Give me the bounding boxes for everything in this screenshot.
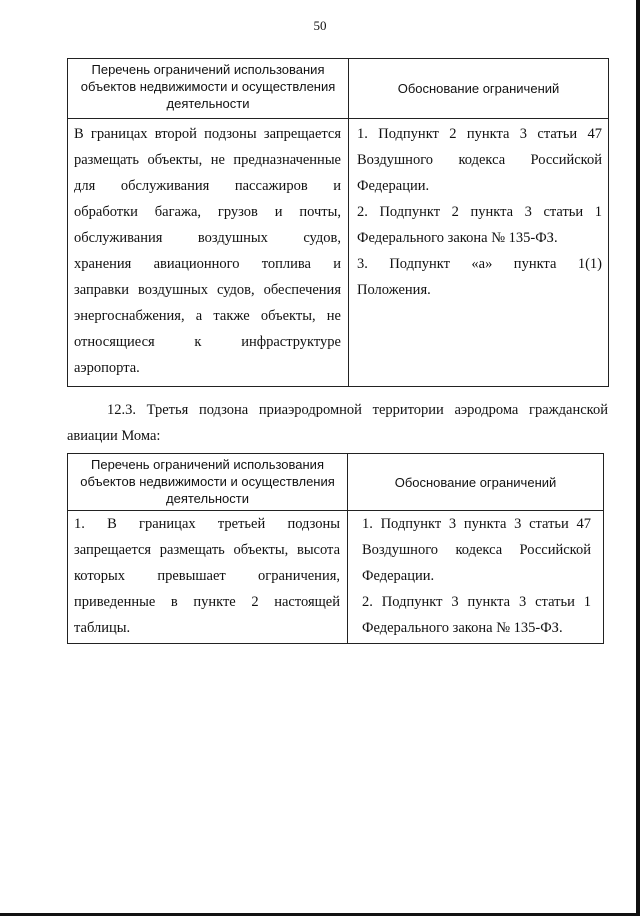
justification-line: Федерального закона № 135-ФЗ. — [362, 620, 563, 636]
justification-line: 1. Подпункт 2 пункта 3 статьи 47 — [357, 126, 602, 142]
table-header-row — [68, 59, 609, 119]
paragraph-line: 12.3. Третья подзона приаэродромной территории аэродрома гражданской — [107, 402, 608, 418]
restriction-line: заправки воздушных судов, обеспечения — [74, 282, 341, 298]
justification-line: Воздушного кодекса Российской — [357, 152, 602, 168]
restriction-cell — [68, 511, 348, 644]
restriction-line: относящиеся к инфраструктуре — [74, 334, 341, 350]
page-number: 50 — [313, 18, 327, 33]
justification-cell — [348, 511, 604, 644]
justification-line: Положения. — [357, 282, 431, 298]
justification-line: Воздушного кодекса Российской — [362, 542, 591, 558]
paragraph-line: авиации Мома: — [67, 428, 161, 444]
justification-line: 2. Подпункт 2 пункта 3 статьи 1 — [357, 204, 602, 220]
restriction-line: для обслуживания пассажиров и — [74, 178, 341, 194]
restrictions-table-zone2 — [67, 58, 609, 387]
restriction-line: размещать объекты, не предназначенные — [74, 152, 341, 168]
table-header-row — [68, 454, 604, 511]
justification-line: Федерального закона № 135-ФЗ. — [357, 230, 558, 246]
restriction-line: приведенные в пункте 2 настоящей — [74, 594, 340, 610]
justification-line: 3. Подпункт «а» пункта 1(1) — [357, 256, 602, 272]
justification-line: Федерации. — [357, 178, 430, 194]
restrictions-table-zone3 — [67, 453, 604, 644]
justification-line: 2. Подпункт 3 пункта 3 статьи 1 — [362, 594, 591, 610]
table-row — [68, 511, 604, 644]
header-restrictions-list: Перечень ограничений использования объектов недвижимости и осуществления деятельности — [68, 454, 348, 511]
restriction-line: которых превышает ограничения, — [74, 568, 340, 584]
restriction-line: обработки багажа, грузов и почты, — [74, 204, 341, 220]
restriction-line: таблицы. — [74, 620, 131, 636]
restriction-line: хранения авиационного топлива и — [74, 256, 341, 272]
justification-cell — [349, 119, 609, 387]
header-restrictions-list: Перечень ограничений использования объектов недвижимости и осуществления деятельности — [68, 59, 349, 119]
restriction-line: В границах второй подзоны запрещается — [74, 126, 341, 142]
restriction-cell — [68, 119, 349, 387]
header-justification: Обоснование ограничений — [348, 454, 604, 511]
table-row — [68, 119, 609, 387]
restriction-line: 1. В границах третьей подзоны — [74, 516, 340, 532]
restriction-line: аэропорта. — [74, 360, 140, 376]
justification-line: 1. Подпункт 3 пункта 3 статьи 47 — [362, 516, 591, 532]
restriction-line: запрещается размещать объекты, высота — [74, 542, 340, 558]
subzone-paragraph — [67, 397, 608, 449]
justification-line: Федерации. — [362, 568, 435, 584]
restriction-line: обслуживания воздушных судов, — [74, 230, 341, 246]
page-edge-right — [636, 0, 640, 916]
restriction-line: энергоснабжения, а также объекты, не — [74, 308, 341, 324]
header-justification: Обоснование ограничений — [349, 59, 609, 119]
